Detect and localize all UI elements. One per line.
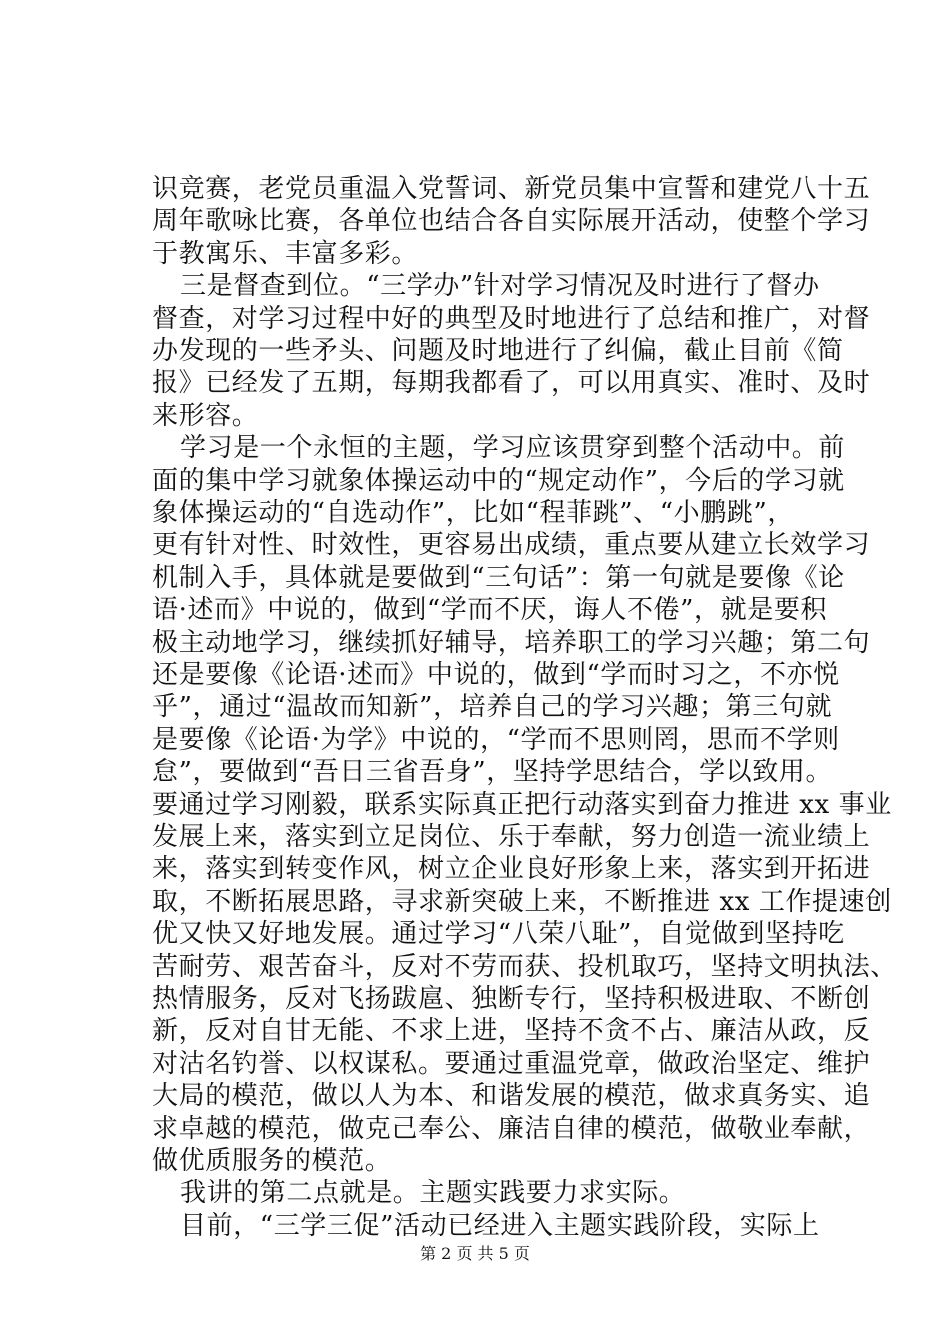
text-line: 于教寓乐、丰富多彩。 (152, 239, 419, 269)
text-line: 学习是一个永恒的主题，学习应该贯穿到整个活动中。前 (180, 433, 846, 463)
text-line: 极主动地学习，继续抓好辅导，培养职工的学习兴趣；第二句 (152, 628, 871, 658)
text-line: 三是督查到位。“三学办”针对学习情况及时进行了督办 (180, 271, 820, 301)
text-line: 热情服务，反对飞扬跋扈、独断专行，坚持积极进取、不断创 (152, 984, 871, 1014)
text-line: 乎”，通过“温故而知新”，培养自己的学习兴趣；第三句就 (152, 692, 833, 722)
text-line: 对沽名钓誉、以权谋私。要通过重温党章，做政治坚定、维护 (152, 1049, 871, 1079)
text-line: 怠”，要做到“吾日三省吾身”，坚持学思结合，学以致用。 (152, 757, 833, 787)
text-line: 督查，对学习过程中好的典型及时地进行了总结和推广，对督 (152, 304, 871, 334)
text-line: 做优质服务的模范。 (152, 1146, 392, 1176)
text-line: 大局的模范，做以人为本、和谐发展的模范，做求真务实、追 (152, 1081, 871, 1111)
text-line: 面的集中学习就象体操运动中的“规定动作”，今后的学习就 (152, 466, 845, 496)
text-line: 我讲的第二点就是。主题实践要力求实际。 (180, 1178, 686, 1208)
text-line: 来形容。 (152, 401, 259, 431)
text-line: 办发现的一些矛头、问题及时地进行了纠偏，截止目前《简 (152, 336, 844, 366)
text-line: 优又快又好地发展。通过学习“八荣八耻”，自觉做到坚持吃 (152, 919, 845, 949)
text-line: 发展上来，落实到立足岗位、乐于奉献，努力创造一流业绩上 (152, 822, 871, 852)
text-line: 识竞赛，老党员重温入党誓词、新党员集中宣誓和建党八十五 (152, 174, 871, 204)
text-line: 语·述而》中说的，做到“学而不厌，诲人不倦”，就是要积 (152, 595, 828, 625)
text-line: 求卓越的模范，做克己奉公、廉洁自律的模范，做敬业奉献， (152, 1114, 871, 1144)
text-line: 要通过学习刚毅，联系实际真正把行动落实到奋力推进 xx 事业 (152, 790, 892, 820)
text-line: 象体操运动的“自选动作”，比如“程菲跳”、“小鹏跳”， (152, 498, 794, 528)
text-line: 报》已经发了五期，每期我都看了，可以用真实、准时、及时 (152, 368, 871, 398)
text-line: 苦耐劳、艰苦奋斗，反对不劳而获、投机取巧，坚持文明执法、 (152, 952, 897, 982)
text-line: 还是要像《论语·述而》中说的，做到“学而时习之，不亦悦 (152, 660, 840, 690)
text-line: 更有针对性、时效性，更容易出成绩，重点要从建立长效学习 (152, 530, 871, 560)
text-line: 取，不断拓展思路，寻求新突破上来，不断推进 xx 工作提速创 (152, 887, 892, 917)
text-line: 新，反对自甘无能、不求上进，坚持不贪不占、廉洁从政，反 (152, 1016, 871, 1046)
text-line: 机制入手，具体就是要做到“三句话”：第一句就是要像《论 (152, 563, 845, 593)
text-line: 来，落实到转变作风，树立企业良好形象上来，落实到开拓进 (152, 854, 871, 884)
page-footer: 第 2 页 共 5 页 (420, 1244, 530, 1263)
text-line: 周年歌咏比赛，各单位也结合各自实际展开活动，使整个学习 (152, 206, 871, 236)
text-line: 是要像《论语·为学》中说的，“学而不思则罔，思而不学则 (152, 725, 840, 755)
text-line: 目前，“三学三促”活动已经进入主题实践阶段，实际上 (180, 1211, 820, 1241)
